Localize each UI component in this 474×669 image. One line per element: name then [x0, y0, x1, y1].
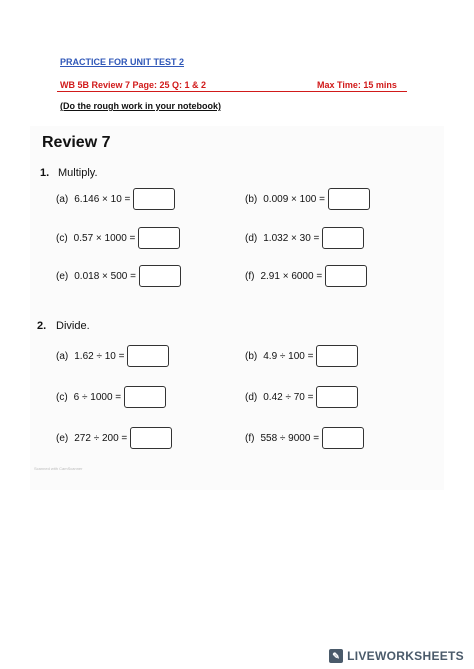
- item-expression: 6 ÷ 1000 =: [73, 391, 122, 403]
- q2c-item: [56, 386, 166, 408]
- item-expression: 558 ÷ 9000 =: [260, 432, 320, 444]
- item-label: (c): [56, 232, 68, 244]
- q1f-item: [245, 265, 367, 287]
- q1a-item: [56, 188, 175, 210]
- answer-box-q2e[interactable]: [130, 427, 172, 449]
- item-label: (f): [245, 270, 255, 282]
- q2-title: Divide.: [56, 320, 90, 332]
- item-label: (b): [245, 350, 258, 362]
- rough-work-note: (Do the rough work in your notebook): [60, 101, 221, 111]
- review-title: Review 7: [42, 134, 111, 151]
- answer-box-q1a[interactable]: [133, 188, 175, 210]
- answer-box-q2b[interactable]: [316, 345, 358, 367]
- item-label: (a): [56, 193, 69, 205]
- item-expression: 0.57 × 1000 =: [73, 232, 136, 244]
- answer-box-q2c[interactable]: [124, 386, 166, 408]
- q2a-item: [56, 345, 169, 367]
- item-label: (d): [245, 232, 258, 244]
- item-label: (b): [245, 193, 258, 205]
- item-expression: 272 ÷ 200 =: [74, 432, 128, 444]
- item-label: (d): [245, 391, 258, 403]
- answer-box-q2d[interactable]: [316, 386, 358, 408]
- answer-box-q1c[interactable]: [138, 227, 180, 249]
- item-label: (f): [245, 432, 255, 444]
- item-expression: 1.62 ÷ 10 =: [74, 350, 125, 362]
- q1b-item: [245, 188, 370, 210]
- answer-box-q2f[interactable]: [322, 427, 364, 449]
- q2e-item: [56, 427, 172, 449]
- logo-icon: ✎: [329, 649, 343, 663]
- item-expression: 0.42 ÷ 70 =: [263, 391, 314, 403]
- item-expression: 1.032 × 30 =: [263, 232, 320, 244]
- practice-heading: PRACTICE FOR UNIT TEST 2: [60, 57, 185, 67]
- q2b-item: [245, 345, 358, 367]
- liveworksheets-logo: [329, 649, 464, 663]
- workbook-reference: WB 5B Review 7 Page: 25 Q: 1 & 2: [60, 80, 207, 90]
- q2f-item: [245, 427, 364, 449]
- q1-number: 1.: [40, 167, 50, 179]
- q1d-item: [245, 227, 364, 249]
- q2-number: 2.: [37, 320, 47, 332]
- item-expression: 6.146 × 10 =: [74, 193, 131, 205]
- item-label: (e): [56, 432, 69, 444]
- q1e-item: [56, 265, 181, 287]
- answer-box-q1b[interactable]: [328, 188, 370, 210]
- q1c-item: [56, 227, 180, 249]
- max-time: Max Time: 15 mins: [317, 80, 397, 90]
- answer-box-q1f[interactable]: [325, 265, 367, 287]
- q2d-item: [245, 386, 358, 408]
- item-label: (e): [56, 270, 69, 282]
- item-expression: 0.018 × 500 =: [74, 270, 136, 282]
- q1-title: Multiply.: [58, 167, 98, 179]
- item-expression: 2.91 × 6000 =: [260, 270, 323, 282]
- scanner-watermark: Scanned with CamScanner: [34, 466, 83, 471]
- answer-box-q1e[interactable]: [139, 265, 181, 287]
- header-divider: [57, 91, 407, 92]
- answer-box-q2a[interactable]: [127, 345, 169, 367]
- item-expression: 0.009 × 100 =: [263, 193, 325, 205]
- item-label: (a): [56, 350, 69, 362]
- logo-text: LIVEWORKSHEETS: [347, 649, 464, 663]
- item-label: (c): [56, 391, 68, 403]
- answer-box-q1d[interactable]: [322, 227, 364, 249]
- item-expression: 4.9 ÷ 100 =: [263, 350, 314, 362]
